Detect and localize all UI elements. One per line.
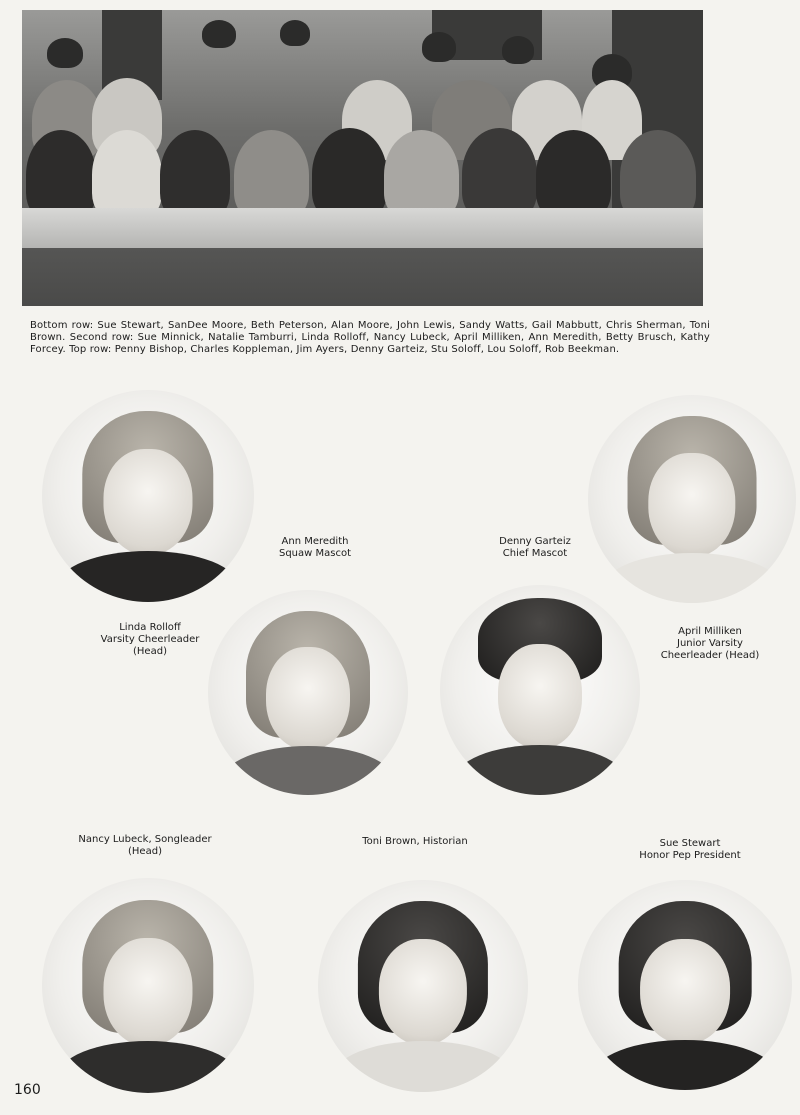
caption-text: Bottom row: Sue Stewart, SanDee Moore, Beth Peterson, Alan Moore, John Lewis, Sandy Watts, Gail Mabbutt, Chris Sherman, Toni Brown. Second row: Sue Minnick, Natalie Tamburri, Linda Rolloff, Nancy Lubeck, April Milliken, Ann Meredith, Betty Brusch, Kathy Forcey. Top row: Penny Bishop, Charles Koppleman, Jim Ayers, Denny Garteiz, Stu Soloff, Lou Soloff, Rob Beekman. [30,320,710,355]
portrait-label-toni-brown: Toni Brown, Historian [362,836,468,847]
portrait-april-milliken [588,395,796,603]
portrait-label-nancy-lubeck: Nancy Lubeck, Songleader (Head) [78,834,212,857]
portrait-denny-garteiz [440,585,640,795]
group-photo-caption [30,320,710,356]
page-number: 160 [14,1082,41,1098]
portrait-sue-stewart [578,880,792,1090]
portrait-label-april-milliken: April Milliken Junior Varsity Cheerleader (Head) [660,626,760,661]
group-photo [22,10,703,306]
portrait-linda-rolloff [42,390,254,602]
portrait-label-ann-meredith: Ann Meredith Squaw Mascot [278,536,352,559]
portrait-label-linda-rolloff: Linda Rolloff Varsity Cheerleader (Head) [100,622,200,657]
table [22,208,703,248]
portrait-toni-brown [318,880,528,1092]
portrait-nancy-lubeck [42,878,254,1093]
portrait-label-sue-stewart: Sue Stewart Honor Pep President [639,838,741,861]
portrait-ann-meredith [208,590,408,795]
portrait-label-denny-garteiz: Denny Garteiz Chief Mascot [499,536,571,559]
